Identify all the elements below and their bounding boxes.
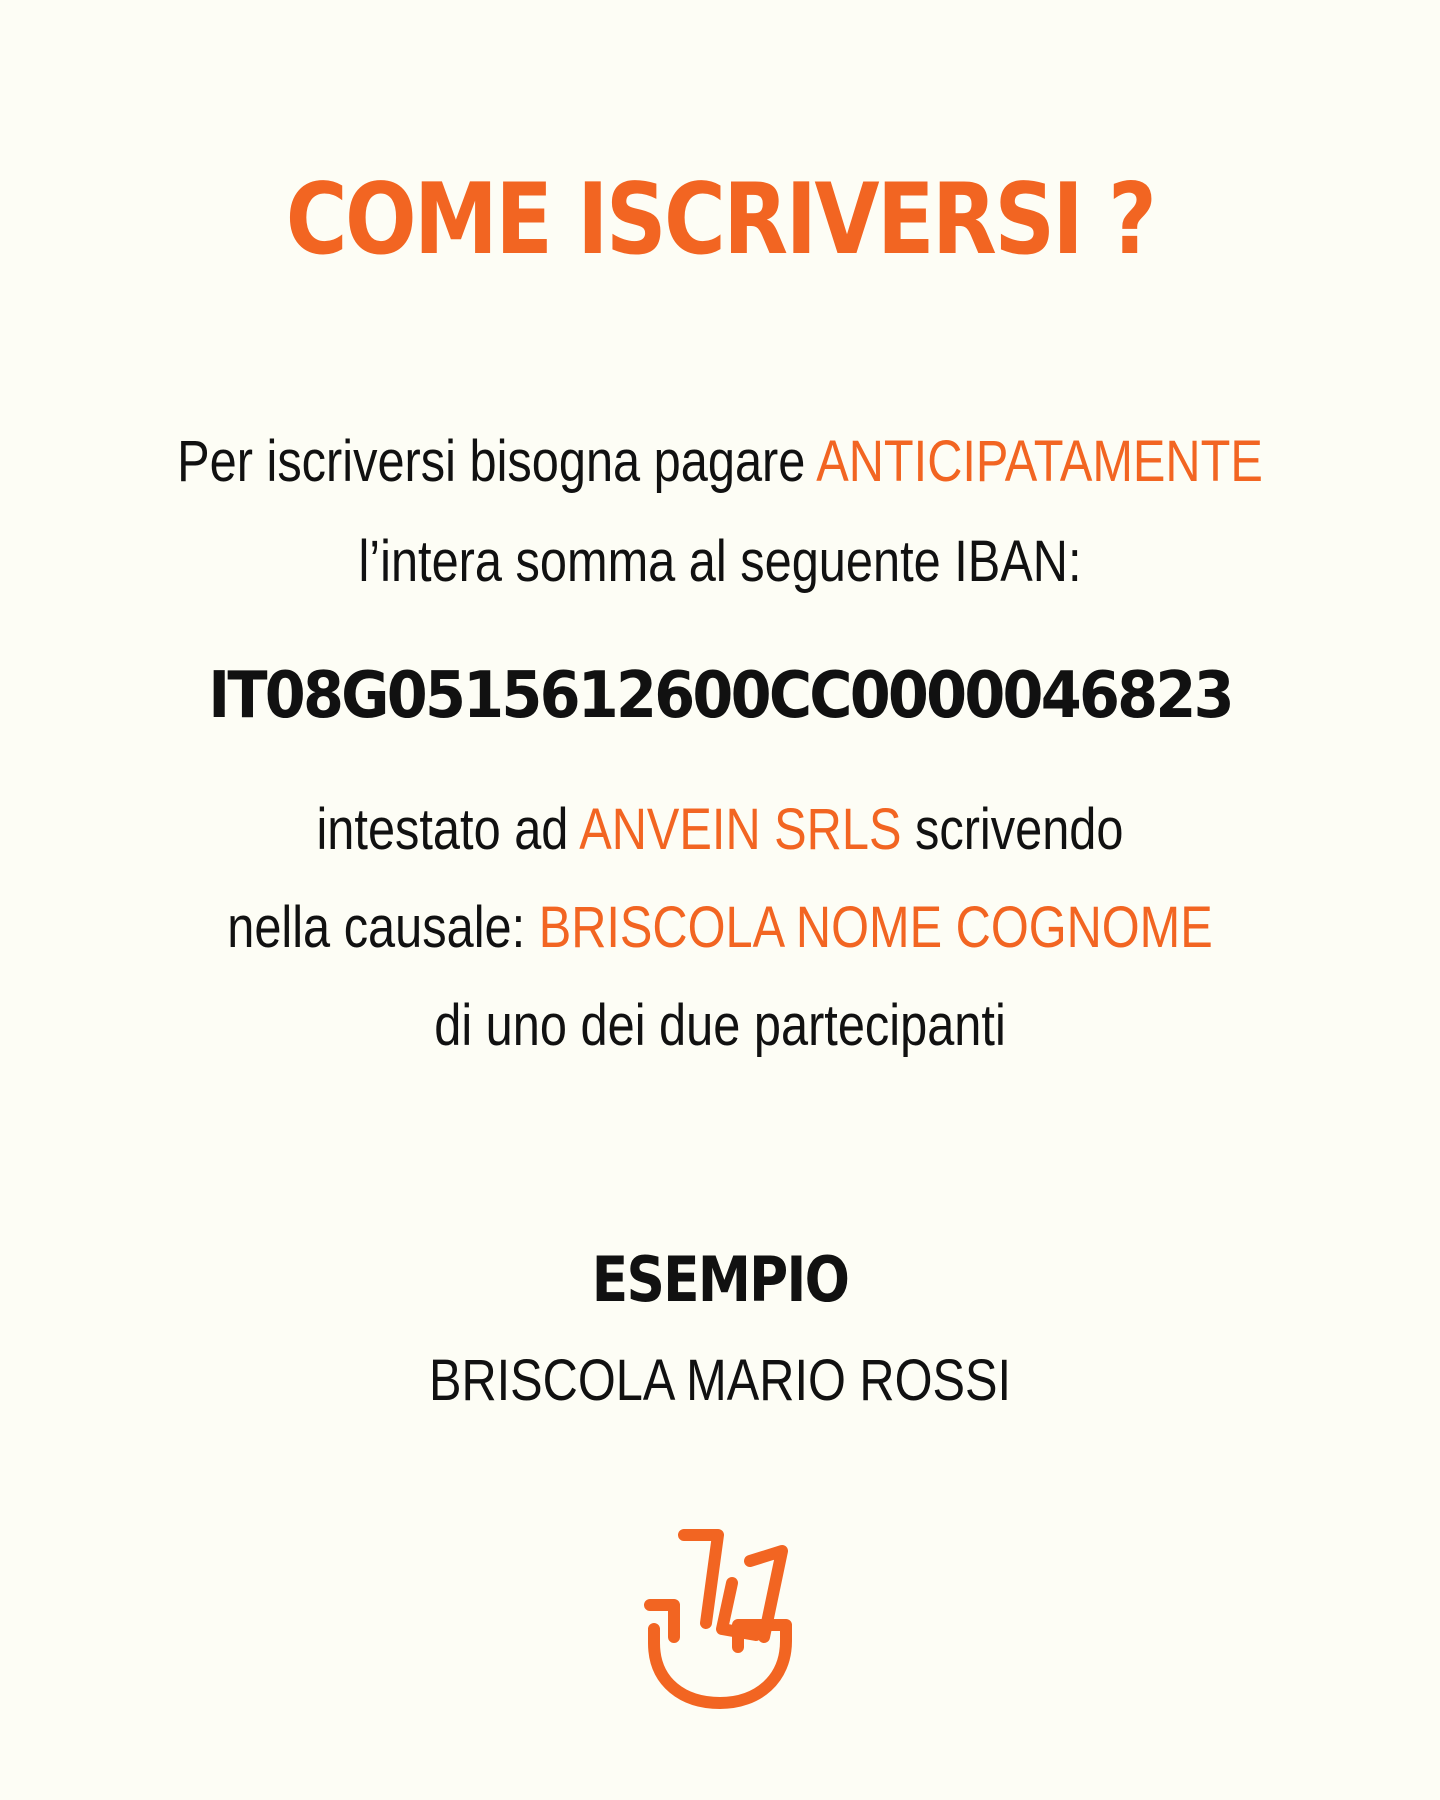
iban-code: IT08G0515612600CC0000046823: [208, 659, 1232, 733]
logo-finger-left: [684, 1535, 718, 1623]
details-line-3-text: di uno dei due partecipanti: [434, 993, 1006, 1058]
details-line-1-accent: ANVEIN SRLS: [579, 797, 902, 862]
logo-svg: [640, 1525, 800, 1710]
details-line-2: [115, 893, 1325, 963]
intro-line-1: [115, 427, 1325, 497]
example-value: BRISCOLA MARIO ROSSI: [428, 1348, 1012, 1413]
example-label: ESEMPIO: [591, 1243, 849, 1316]
intro-line-1-accent: ANTICIPATAMENTE: [816, 429, 1263, 494]
intro-line-2-text: l’intera somma al seguente IBAN:: [358, 529, 1082, 594]
page-title: COME ISCRIVERSI ?: [285, 163, 1155, 277]
details-line-2-prefix: nella causale:: [227, 895, 539, 960]
details-line-3: [115, 991, 1325, 1061]
details-line-2-accent: BRISCOLA NOME COGNOME: [538, 895, 1213, 960]
details-line-1: [115, 795, 1325, 865]
intro-line-2: [115, 527, 1325, 597]
details-line-1-prefix: intestato ad: [316, 797, 580, 862]
details-line-1-suffix: scrivendo: [901, 797, 1124, 862]
intro-line-1-text: Per iscriversi bisogna pagare: [177, 429, 817, 494]
hand-peace-icon: [640, 1525, 800, 1710]
